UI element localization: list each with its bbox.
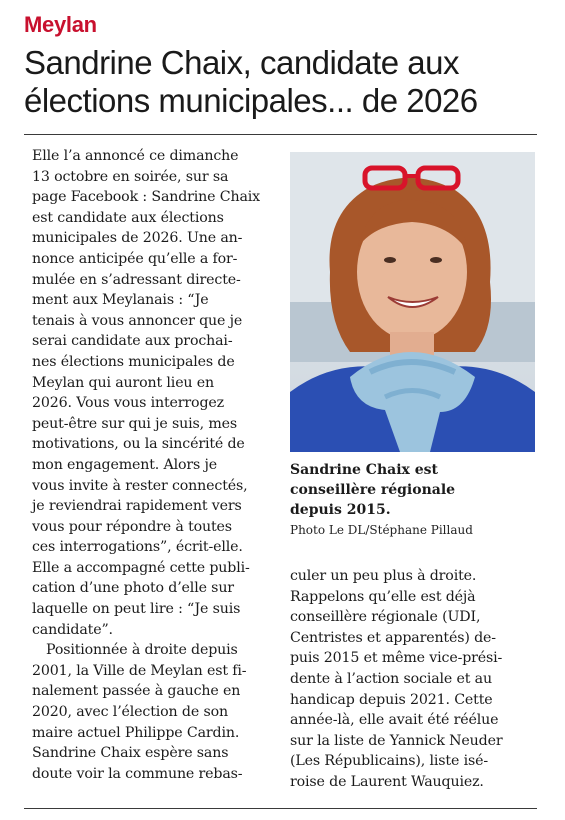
text-line: mulée en s’adressant directe- xyxy=(32,271,241,288)
headline-line: Sandrine Chaix, candidate aux xyxy=(24,44,459,81)
text-line: dente à l’action sociale et au xyxy=(290,670,492,687)
text-line: nes élections municipales de xyxy=(32,353,235,370)
text-line: (Les Républicains), liste isé- xyxy=(290,753,488,770)
text-line: doute voir la commune rebas- xyxy=(32,765,243,782)
portrait-photo xyxy=(290,152,535,452)
text-line: roise de Laurent Wauquiez. xyxy=(290,773,484,790)
paragraph-continuation xyxy=(290,566,535,793)
text-line: sur la liste de Yannick Neuder xyxy=(290,732,503,749)
text-line: 2026. Vous vous interrogez xyxy=(32,395,224,412)
text-line: vous invite à rester connectés, xyxy=(32,477,248,494)
section-kicker: Meylan xyxy=(24,12,97,37)
text-line: 13 octobre en soirée, sur sa xyxy=(32,168,229,185)
text-line: est candidate aux élections xyxy=(32,209,224,226)
caption-line: depuis 2015. xyxy=(290,502,391,518)
paragraph-announcement xyxy=(32,146,272,640)
text-line: 2020, avec l’élection de son xyxy=(32,704,228,721)
caption-line: Sandrine Chaix est xyxy=(290,462,438,478)
text-line: cation d’une photo d’elle sur xyxy=(32,580,234,597)
text-line: municipales de 2026. Une an- xyxy=(32,230,243,247)
text-line: laquelle on peut lire : “Je suis xyxy=(32,601,241,618)
headline xyxy=(24,44,554,120)
article-column-right xyxy=(290,566,535,793)
headline-line: élections municipales... de 2026 xyxy=(24,82,478,119)
text-line: page Facebook : Sandrine Chaix xyxy=(32,189,261,206)
text-line: je reviendrai rapidement vers xyxy=(32,498,242,515)
portrait-illustration xyxy=(290,152,535,452)
text-line: nalement passée à gauche en xyxy=(32,683,241,700)
text-line: Centristes et apparentés) de- xyxy=(290,629,496,646)
text-line: ment aux Meylanais : “Je xyxy=(32,292,209,309)
text-line: Sandrine Chaix espère sans xyxy=(32,745,229,762)
text-line: Positionnée à droite depuis xyxy=(46,642,238,659)
text-line: ces interrogations”, écrit-elle. xyxy=(32,539,243,556)
text-line: peut-être sur qui je suis, mes xyxy=(32,415,238,432)
text-line: conseillère régionale (UDI, xyxy=(290,609,481,626)
text-line: culer un peu plus à droite. xyxy=(290,568,477,584)
photo-credit: Photo Le DL/Stéphane Pillaud xyxy=(290,523,473,537)
text-line: Elle l’a annoncé ce dimanche xyxy=(32,148,239,164)
top-divider xyxy=(24,134,537,135)
text-line: tenais à vous annoncer que je xyxy=(32,312,243,329)
text-line: candidate”. xyxy=(32,621,113,638)
text-line: mon engagement. Alors je xyxy=(32,456,217,473)
text-line: année-là, elle avait été réélue xyxy=(290,712,499,729)
text-line: maire actuel Philippe Cardin. xyxy=(32,724,240,741)
text-line: Rappelons qu’elle est déjà xyxy=(290,588,476,605)
paragraph-political-context xyxy=(32,640,272,784)
text-line: motivations, ou la sincérité de xyxy=(32,436,245,453)
bottom-divider xyxy=(24,808,537,809)
text-line: vous pour répondre à toutes xyxy=(32,518,232,535)
article-column-left xyxy=(32,146,272,784)
text-line: handicap depuis 2021. Cette xyxy=(290,691,493,708)
text-line: puis 2015 et même vice-prési- xyxy=(290,650,503,667)
caption-line: conseillère régionale xyxy=(290,482,456,498)
text-line: 2001, la Ville de Meylan est fi- xyxy=(32,662,247,679)
text-line: Elle a accompagné cette publi- xyxy=(32,559,250,576)
photo-caption xyxy=(290,460,535,539)
text-line: serai candidate aux prochai- xyxy=(32,333,233,350)
text-line: nonce anticipée qu’elle a for- xyxy=(32,250,238,267)
text-line: Meylan qui auront lieu en xyxy=(32,374,215,391)
